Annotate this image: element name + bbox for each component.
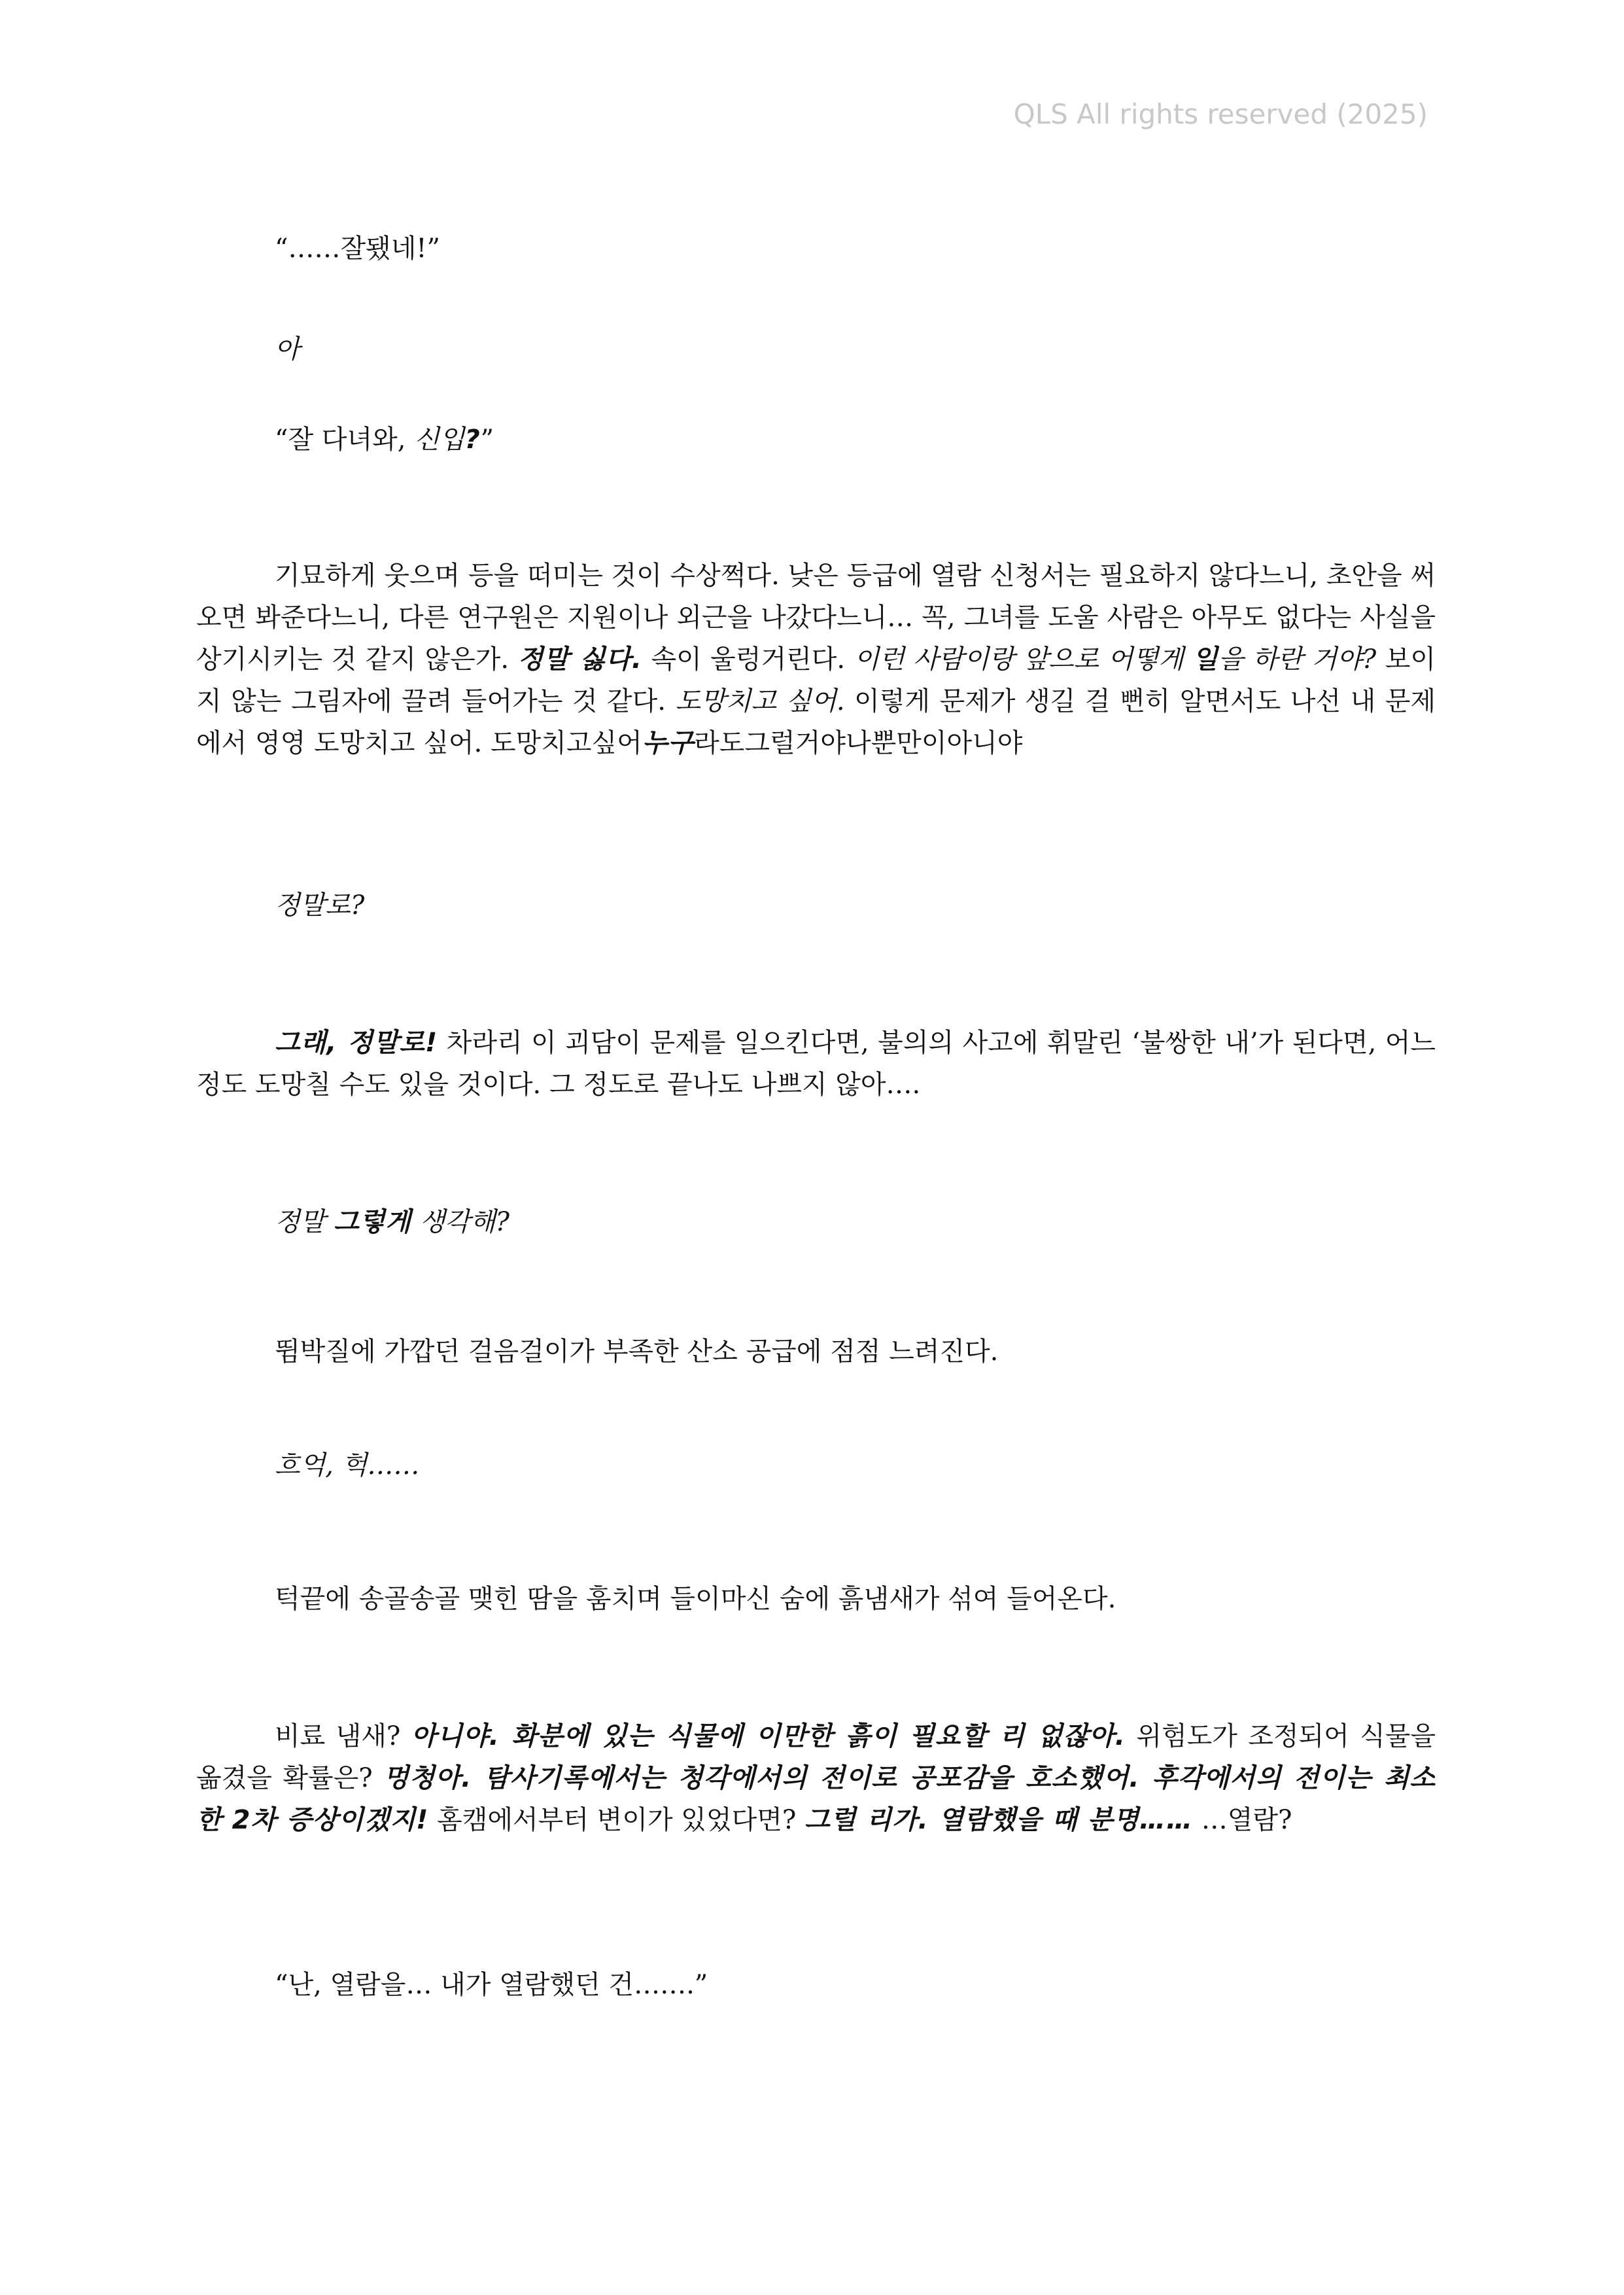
paragraph bbox=[196, 1022, 1436, 1106]
paragraph bbox=[196, 1715, 1436, 1841]
thought-text: 이런 사람이랑 앞으로 어떻게 bbox=[854, 644, 1193, 674]
handwritten-text: 누구 bbox=[642, 728, 695, 758]
thought-text: 흐억, 헉…… bbox=[275, 1450, 420, 1480]
narration-text: 보이지 않는 그림자에 끌려 들어가는 것 같다. bbox=[196, 644, 1436, 716]
narration-text: 라도그럴거야나뿐만이아니야 bbox=[694, 728, 1023, 758]
copyright-notice: QLS All rights reserved (2025) bbox=[1013, 98, 1428, 130]
narration-text: 차라리 이 괴담이 문제를 일으킨다면, 불의의 사고에 휘말린 ‘불쌍한 내’가 된다면, 어느 정도 도망칠 수도 있을 것이다. 그 정도로 끝나도 나쁘지 않아…. bbox=[196, 1028, 1436, 1100]
thought-text: 생각해? bbox=[411, 1207, 510, 1237]
narration-line bbox=[196, 1578, 1514, 1620]
narration-text: 속이 울렁거린다. bbox=[642, 644, 854, 674]
handwritten-text: 일 bbox=[1192, 644, 1218, 674]
narration-text: …열람? bbox=[1192, 1805, 1292, 1835]
dialogue-text: “난, 열람을… 내가 열람했던 건…….” bbox=[275, 1970, 708, 2000]
dialogue-line bbox=[196, 1964, 1514, 2006]
handwritten-text: 그래, 정말로! bbox=[275, 1028, 438, 1058]
dialogue-text: “……잘됐네!” bbox=[275, 234, 440, 264]
narration-text: 위험도가 조정되어 식물을 옮겼을 확률은? bbox=[196, 1721, 1436, 1793]
narration-text: 기묘하게 웃으며 등을 떠미는 것이 수상쩍다. 낮은 등급에 열람 신청서는 필요하지 않다느니, 초안을 써오면 봐준다느니, 다른 연구원은 지원이나 외근을 나갔다느니… 꼭, 그녀를 도울 사람은 아무도 없다는 사실을 상기시키는 것 같지 않은가. bbox=[196, 561, 1436, 674]
handwritten-text: 그렇게 bbox=[334, 1207, 411, 1237]
dialogue-line bbox=[196, 228, 1514, 270]
handwritten-text: ? bbox=[464, 425, 481, 455]
narration-text: 턱끝에 송골송골 맺힌 땀을 훔치며 들이마신 숨에 흙냄새가 섞여 들어온다. bbox=[275, 1584, 1116, 1614]
handwritten-text: 멍청아. 탐사기록에서는 청각에서의 전이로 공포감을 호소했어. 후각에서의 전이는 최소한 2차 증상이겠지! bbox=[196, 1763, 1436, 1835]
thought-line bbox=[196, 885, 1514, 926]
thought-text: 정말로? bbox=[275, 890, 365, 920]
thought-text: 도망치고 싶어. bbox=[675, 686, 845, 716]
dialogue-text: ” bbox=[480, 425, 494, 455]
thought-line bbox=[196, 1445, 1514, 1486]
narration-line bbox=[196, 1331, 1514, 1373]
dialogue-text: “잘 다녀와, bbox=[275, 425, 415, 455]
thought-text: 정말 bbox=[275, 1207, 334, 1237]
paragraph bbox=[196, 555, 1436, 764]
narration-text: 뜀박질에 가깝던 걸음걸이가 부족한 산소 공급에 점점 느려진다. bbox=[275, 1337, 999, 1367]
handwritten-text: 정말 싫다. bbox=[517, 644, 642, 674]
thought-line bbox=[196, 328, 1514, 370]
dialogue-line bbox=[196, 419, 1514, 461]
handwritten-text: 아니야. 화분에 있는 식물에 이만한 흙이 필요할 리 없잖아. bbox=[411, 1721, 1126, 1751]
handwritten-text: 그럴 리가. 열람했을 때 분명…… bbox=[804, 1805, 1193, 1835]
emphasis-text: 신입 bbox=[414, 425, 465, 455]
thought-text: 을 하란 거야? bbox=[1218, 644, 1377, 674]
narration-text: 비료 냄새? bbox=[275, 1721, 411, 1751]
narration-text: 홈캠에서부터 변이가 있었다면? bbox=[428, 1805, 805, 1835]
thought-text: 아 bbox=[275, 334, 300, 364]
thought-line bbox=[196, 1201, 1514, 1243]
narration-text: 이렇게 문제가 생길 걸 뻔히 알면서도 나선 내 문제에서 영영 도망치고 싶어. 도망치고싶어 bbox=[196, 686, 1436, 758]
